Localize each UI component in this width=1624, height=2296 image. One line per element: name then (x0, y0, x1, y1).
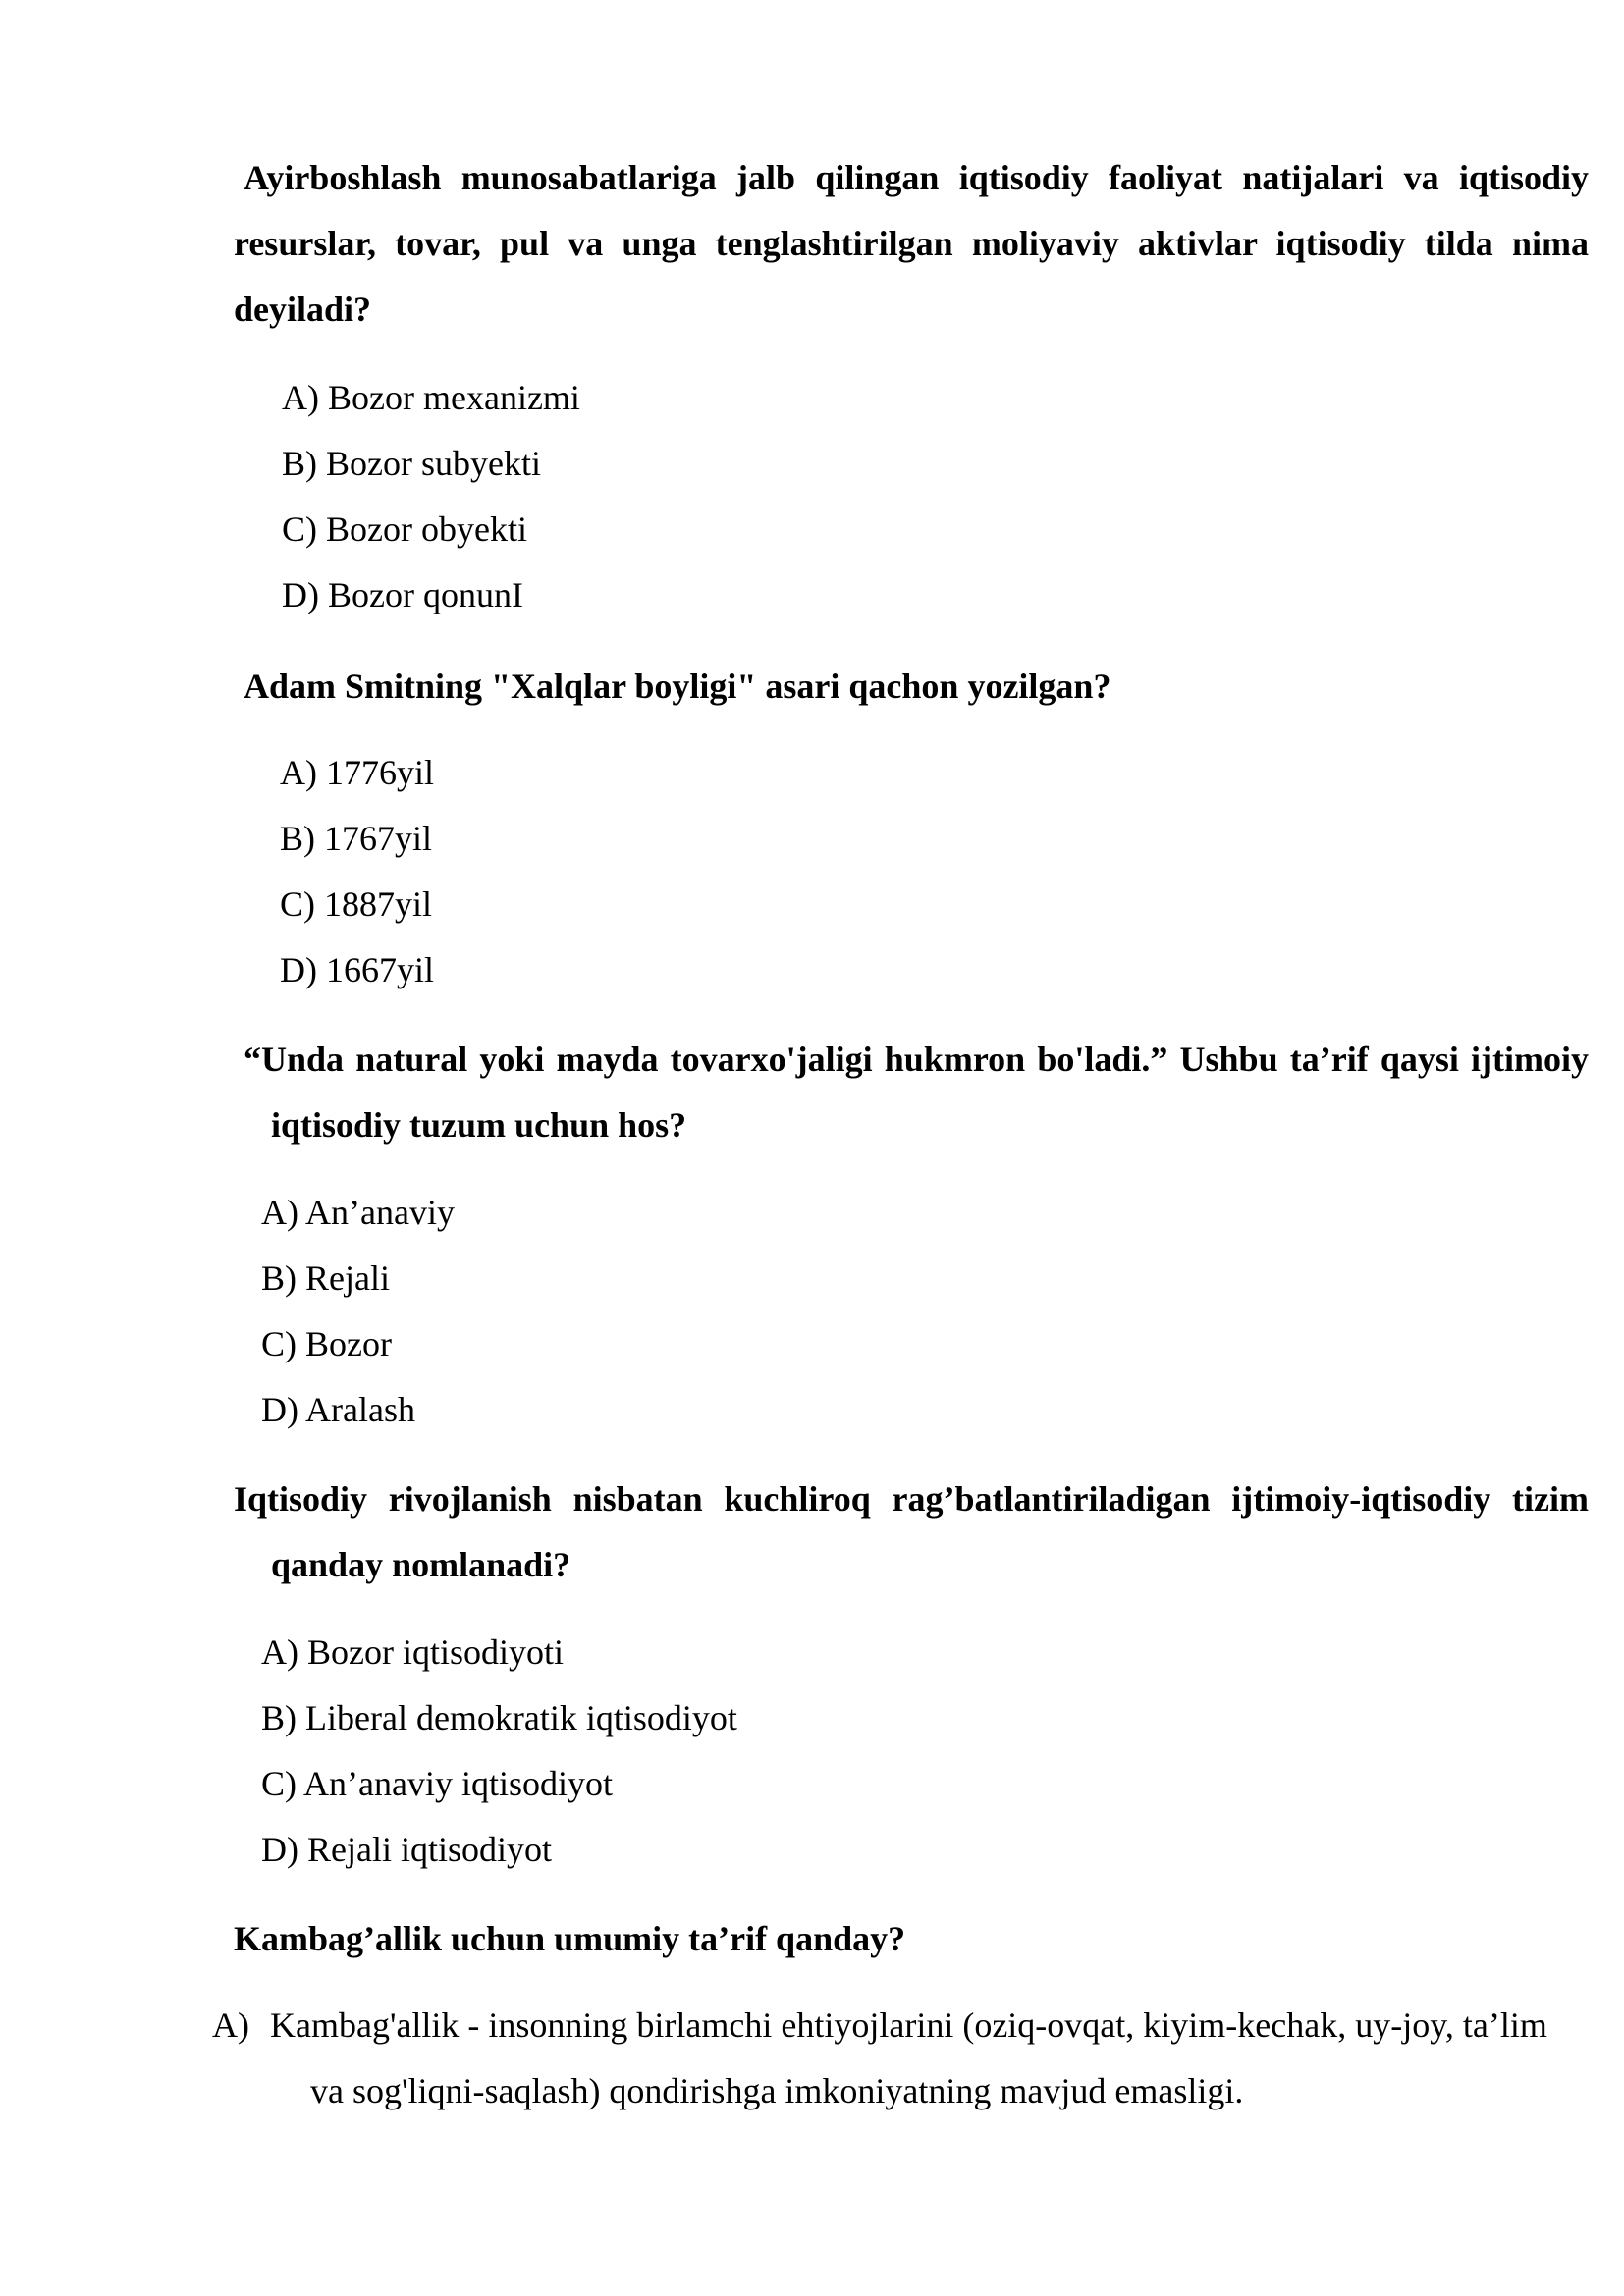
option-item: A) Kambag'allik - insonning birlamchi ehtiyojlarini (oziq-ovqat, kiyim-kechak, uy-joy, ta’lim va sog'liqni-saqlash) qondirishga imkoniyatning mavjud emasligi. (212, 2005, 1547, 2110)
option-text: Liberal demokratik iqtisodiyot (305, 1698, 737, 1737)
question-4-text: Iqtisodiy rivojlanish nisbatan kuchliroq rag’batlantiriladigan ijtimoiy-iqtisodiy tizim qanday nomlanadi? (234, 1479, 1589, 1584)
option-item (280, 872, 434, 937)
question-2 (234, 654, 1589, 720)
question-1-options (282, 365, 580, 628)
option-letter: D) (261, 1390, 298, 1429)
option-text: 1776yil (326, 753, 435, 792)
option-item (261, 1685, 737, 1751)
option-item (261, 1817, 737, 1883)
option-text: Bozor obyekti (326, 509, 527, 549)
option-letter: B) (261, 1258, 297, 1298)
question-5 (234, 1906, 1589, 1972)
option-text: Kambag'allik - insonning birlamchi ehtiyojlarini (oziq-ovqat, kiyim-kechak, uy-joy, ta’lim va sog'liqni-saqlash) qondirishga imkoniyatning mavjud emasligi. (270, 2005, 1547, 2110)
option-letter: B) (280, 819, 315, 858)
question-4-options (261, 1620, 737, 1883)
option-text: 1767yil (324, 819, 433, 858)
question-2-options (280, 740, 434, 1003)
option-text: An’anaviy iqtisodiyot (303, 1764, 613, 1803)
option-text: Bozor iqtisodiyoti (307, 1632, 564, 1672)
option-text: Rejali (305, 1258, 390, 1298)
option-text: An’anaviy (305, 1193, 455, 1232)
question-5-text: Kambag’allik uchun umumiy ta’rif qanday? (234, 1919, 906, 1958)
option-letter: C) (280, 884, 315, 924)
option-text: Rejali iqtisodiyot (307, 1830, 552, 1869)
option-item (282, 562, 580, 628)
option-item (282, 431, 580, 497)
question-4 (234, 1467, 1589, 1598)
option-text: 1667yil (326, 950, 435, 989)
option-letter: D) (261, 1830, 298, 1869)
option-item (261, 1751, 737, 1817)
option-text: Aralash (305, 1390, 415, 1429)
option-item (280, 806, 434, 872)
option-item (261, 1311, 455, 1377)
question-1 (234, 145, 1589, 343)
option-item (261, 1377, 455, 1443)
option-text: 1887yil (324, 884, 433, 924)
option-letter: B) (261, 1698, 297, 1737)
option-letter: C) (261, 1324, 297, 1363)
question-3-options (261, 1180, 455, 1443)
question-3 (234, 1027, 1589, 1158)
question-3-text: “Unda natural yoki mayda tovarxo'jaligi hukmron bo'ladi.” Ushbu ta’rif qaysi ijtimoiy iqtisodiy tuzum uchun hos? (244, 1040, 1589, 1145)
question-5-options (212, 1993, 1589, 2124)
option-text: Bozor (305, 1324, 392, 1363)
option-text: Bozor subyekti (326, 444, 541, 483)
option-letter: D) (282, 575, 319, 614)
option-letter: A) (261, 1193, 298, 1232)
option-text: Bozor qonunI (328, 575, 523, 614)
question-1-text: Ayirboshlash munosabatlariga jalb qilingan iqtisodiy faoliyat natijalari va iqtisodiy resurslar, tovar, pul va unga tenglashtirilgan moliyaviy aktivlar iqtisodiy tilda nima deyiladi? (234, 158, 1589, 329)
option-letter: A) (280, 753, 317, 792)
option-text: Bozor mexanizmi (328, 378, 580, 417)
question-2-text: Adam Smitning "Xalqlar boyligi" asari qachon yozilgan? (244, 667, 1111, 706)
option-letter: C) (282, 509, 317, 549)
option-letter: B) (282, 444, 317, 483)
option-letter: A) (261, 1632, 298, 1672)
option-item (280, 740, 434, 806)
option-letter: A) (282, 378, 319, 417)
option-item (261, 1620, 737, 1685)
option-letter: C) (261, 1764, 297, 1803)
option-item (261, 1180, 455, 1246)
option-item (282, 497, 580, 562)
option-item (282, 365, 580, 431)
option-letter: D) (280, 950, 317, 989)
option-item (261, 1246, 455, 1311)
option-item (280, 937, 434, 1003)
